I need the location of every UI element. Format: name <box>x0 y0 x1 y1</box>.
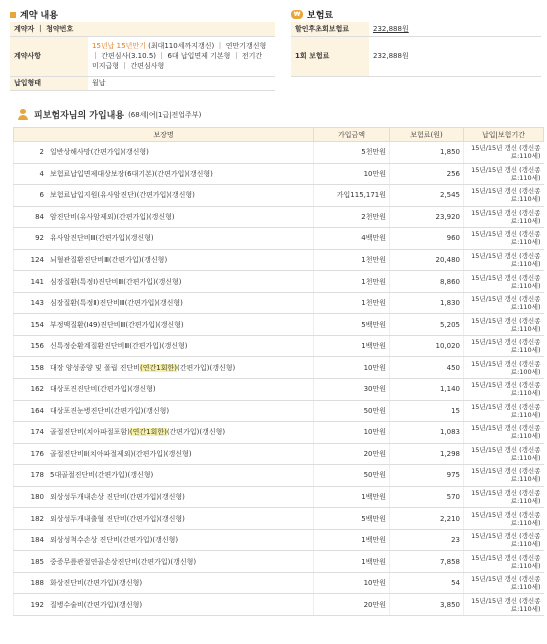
coverage-premium: 15 <box>390 400 464 422</box>
coverage-name: 심장질환(특정Ⅱ)진단비Ⅲ(간편가입)(갱신형) <box>50 299 183 308</box>
discount-premium-value <box>369 22 541 36</box>
coverage-number: 178 <box>30 471 44 480</box>
coverage-number: 2 <box>39 148 44 157</box>
coverage-name: 골절진단비Ⅱ(치아파절제외)(간편가입)(갱신형) <box>50 449 192 458</box>
coverage-period: 15년/15년 갱신 (갱신종료:110세) <box>464 292 544 314</box>
coverage-period: 15년/15년 갱신 (갱신종료:110세) <box>464 314 544 336</box>
coverage-amount: 가입115,171원 <box>314 185 390 207</box>
coverage-premium: 1,830 <box>390 292 464 314</box>
coverage-amount: 50만원 <box>314 465 390 487</box>
coverage-name-cell <box>14 572 314 594</box>
coverage-name-cell <box>14 228 314 250</box>
coverage-name: 질병수술비(간편가입)(갱신형) <box>50 600 143 609</box>
table-row <box>14 206 544 228</box>
coverage-number: 158 <box>30 363 44 372</box>
coverage-period: 15년/15년 갱신 (갱신종료:100세) <box>464 357 544 379</box>
coverage-name: 중증무릎관절연골손상진단비(간편가입)(갱신형) <box>50 557 197 566</box>
coverage-number: 154 <box>30 320 44 329</box>
coverage-amount: 50만원 <box>314 400 390 422</box>
coverage-number: 141 <box>30 277 44 286</box>
table-row <box>14 335 544 357</box>
table-row <box>14 400 544 422</box>
coverage-name-cell <box>14 508 314 530</box>
coverage-amount: 10만원 <box>314 422 390 444</box>
coverage-premium: 450 <box>390 357 464 379</box>
coverage-name-tail: (간편가입)(갱신형) <box>177 363 236 372</box>
table-row <box>14 249 544 271</box>
table-row <box>14 357 544 379</box>
coverage-premium: 5,205 <box>390 314 464 336</box>
coverage-amount: 1백만원 <box>314 335 390 357</box>
premium-title-text: 보험료 <box>307 11 334 21</box>
coverage-name: 골절진단비(치아파절포함) <box>50 428 130 437</box>
table-row <box>14 443 544 465</box>
coverage-name-cell <box>14 185 314 207</box>
contract-terms-text: (최대110세까지갱신) ｜ 연만기갱신형 ｜ 간편심사(3.10.5) ｜ 6대 납입면제 기본형 ｜ 전기간 미지급형 ｜ 간편심사형 <box>92 42 267 70</box>
coverage-premium: 23 <box>390 529 464 551</box>
coverage-premium: 3,850 <box>390 594 464 616</box>
coverage-period: 15년/15년 갱신 (갱신종료:110세) <box>464 142 544 164</box>
coverage-name: 외상성두개내출혈 진단비(간편가입)(갱신형) <box>50 514 185 523</box>
coverage-name-tail: (간편가입)(갱신형) <box>166 428 226 437</box>
coverage-number: 182 <box>30 514 44 523</box>
coverage-number: 176 <box>30 449 44 458</box>
coverage-name: 일반상해사망(간편가입)(갱신형) <box>50 148 149 157</box>
coverage-name-cell <box>14 551 314 573</box>
coverage-name-cell <box>14 142 314 164</box>
coverage-number: 192 <box>30 600 44 609</box>
coverage-number: 124 <box>30 256 44 264</box>
coverage-name-cell <box>14 400 314 422</box>
coverage-name-cell <box>14 206 314 228</box>
coverage-name-cell <box>14 357 314 379</box>
coverage-amount: 1천만원 <box>314 249 390 271</box>
coverage-amount: 1천만원 <box>314 292 390 314</box>
coverage-number: 180 <box>30 493 44 502</box>
table-row <box>14 594 544 616</box>
contract-table <box>10 22 275 91</box>
coverage-number: 174 <box>30 428 44 437</box>
coverage-period: 15년/15년 갱신 (갱신종료:110세) <box>464 400 544 422</box>
coverage-amount: 10만원 <box>314 357 390 379</box>
coverage-number: 185 <box>30 557 44 566</box>
coverage-period: 15년/15년 갱신 (갱신종료:110세) <box>464 228 544 250</box>
contract-row-key: 계약자 ｜ 청약번호 <box>10 22 275 36</box>
coverage-name-cell <box>14 249 314 271</box>
coverage-amount: 20만원 <box>314 594 390 616</box>
contract-row-key: 계약사항 <box>10 36 88 76</box>
table-row <box>14 185 544 207</box>
payment-type-value: 월납 <box>88 76 275 90</box>
coverage-amount: 1천만원 <box>314 271 390 293</box>
coverage-period: 15년/15년 갱신 (갱신종료:110세) <box>464 465 544 487</box>
coverage-premium: 20,480 <box>390 249 464 271</box>
contract-section-title <box>10 8 58 21</box>
coverage-period: 15년/15년 갱신 (갱신종료:110세) <box>464 163 544 185</box>
money-icon: ₩ <box>291 10 303 19</box>
coverage-name: 유사암진단비Ⅲ(간편가입)(갱신형) <box>50 234 154 243</box>
coverage-name: 뇌혈관질환진단비Ⅲ(간편가입)(갱신형) <box>50 256 168 264</box>
coverage-premium: 960 <box>390 228 464 250</box>
coverage-premium: 23,920 <box>390 206 464 228</box>
column-header: 보장명 <box>14 128 314 142</box>
coverage-number: 188 <box>30 579 44 588</box>
coverage-name-cell <box>14 271 314 293</box>
table-row <box>14 529 544 551</box>
coverage-premium: 975 <box>390 465 464 487</box>
coverage-name: 대장 양성종양 및 폴립 진단비 <box>50 363 141 372</box>
coverage-period: 15년/15년 갱신 (갱신종료:110세) <box>464 508 544 530</box>
column-header: 보험료(원) <box>390 128 464 142</box>
coverage-name: 보험료납입지원(유사암진단)(간편가입)(갱신형) <box>50 191 195 200</box>
coverage-period: 15년/15년 갱신 (갱신종료:110세) <box>464 422 544 444</box>
coverage-name: 대상포진진단비(간편가입)(갱신형) <box>50 385 156 394</box>
coverage-name-cell <box>14 292 314 314</box>
coverage-premium: 1,083 <box>390 422 464 444</box>
coverage-amount: 10만원 <box>314 572 390 594</box>
coverage-number: 6 <box>39 191 44 200</box>
coverage-name: 신특정순환계질환진단비Ⅲ(간편가입)(갱신형) <box>50 342 188 351</box>
table-row <box>14 572 544 594</box>
coverage-name-cell <box>14 486 314 508</box>
table-row <box>14 465 544 487</box>
coverage-premium: 1,850 <box>390 142 464 164</box>
coverage-subtitle: (68세|여|1급|전업주부) <box>128 110 202 119</box>
coverage-name-cell <box>14 465 314 487</box>
contract-terms-highlight: 15년납 15년만기 <box>92 42 146 50</box>
person-icon <box>18 109 28 120</box>
coverage-premium: 1,298 <box>390 443 464 465</box>
coverage-name: 심장질환(특정Ⅰ)진단비Ⅲ(간편가입)(갱신형) <box>50 277 182 286</box>
coverage-name-cell <box>14 335 314 357</box>
coverage-name: 부정맥질환(Ⅰ49)진단비Ⅲ(간편가입)(갱신형) <box>50 320 184 329</box>
premium-row-key: 1회 보험료 <box>291 36 369 76</box>
coverage-name-cell <box>14 443 314 465</box>
column-header: 납입|보험기간 <box>464 128 544 142</box>
coverage-amount: 1백만원 <box>314 529 390 551</box>
coverage-amount: 2천만원 <box>314 206 390 228</box>
coverage-name: 화상진단비(간편가입)(갱신형) <box>50 579 143 588</box>
coverage-amount: 1백만원 <box>314 486 390 508</box>
table-row <box>14 508 544 530</box>
coverage-period: 15년/15년 갱신 (갱신종료:110세) <box>464 271 544 293</box>
coverage-period: 15년/15년 갱신 (갱신종료:110세) <box>464 335 544 357</box>
coverage-number: 92 <box>35 234 44 243</box>
coverage-premium: 8,860 <box>390 271 464 293</box>
discount-premium-text: 232,888원 <box>373 24 409 33</box>
coverage-period: 15년/15년 갱신 (갱신종료:110세) <box>464 206 544 228</box>
contract-row-key: 납입형태 <box>10 76 88 90</box>
coverage-number: 184 <box>30 536 44 545</box>
coverage-name: 5대골절진단비(간편가입)(갱신형) <box>50 471 154 480</box>
table-row <box>14 379 544 401</box>
table-row <box>14 422 544 444</box>
coverage-number: 162 <box>30 385 44 394</box>
coverage-amount: 20만원 <box>314 443 390 465</box>
table-row <box>14 228 544 250</box>
coverage-period: 15년/15년 갱신 (갱신종료:110세) <box>464 379 544 401</box>
coverage-premium: 1,140 <box>390 379 464 401</box>
table-row <box>14 314 544 336</box>
column-header: 가입금액 <box>314 128 390 142</box>
coverage-name-cell <box>14 529 314 551</box>
coverage-name: 외상성두개내손상 진단비(간편가입)(갱신형) <box>50 493 185 502</box>
table-row <box>14 142 544 164</box>
coverage-premium: 570 <box>390 486 464 508</box>
coverage-amount: 5천만원 <box>314 142 390 164</box>
coverage-name-cell <box>14 594 314 616</box>
coverage-name-highlight: (연간1회한) <box>129 428 167 437</box>
coverage-period: 15년/15년 갱신 (갱신종료:110세) <box>464 594 544 616</box>
coverage-period: 15년/15년 갱신 (갱신종료:110세) <box>464 249 544 271</box>
contract-title-text: 계약 내용 <box>20 11 58 21</box>
coverage-amount: 5백만원 <box>314 508 390 530</box>
coverage-name: 보험료납입면제대상보장(6대기본)(간편가입)(갱신형) <box>50 169 213 178</box>
coverage-period: 15년/15년 갱신 (갱신종료:110세) <box>464 443 544 465</box>
coverage-premium: 7,858 <box>390 551 464 573</box>
coverage-amount: 10만원 <box>314 163 390 185</box>
coverage-premium: 2,210 <box>390 508 464 530</box>
table-row <box>14 271 544 293</box>
coverage-period: 15년/15년 갱신 (갱신종료:110세) <box>464 551 544 573</box>
coverage-period: 15년/15년 갱신 (갱신종료:110세) <box>464 572 544 594</box>
coverage-name: 대상포진눈병진단비(간편가입)(갱신형) <box>50 406 170 415</box>
table-row <box>14 551 544 573</box>
table-row <box>14 163 544 185</box>
coverage-number: 164 <box>30 406 44 415</box>
coverage-number: 84 <box>35 212 44 221</box>
coverage-rows <box>14 142 544 616</box>
table-row <box>14 292 544 314</box>
coverage-number: 143 <box>30 299 44 308</box>
coverage-period: 15년/15년 갱신 (갱신종료:110세) <box>464 486 544 508</box>
first-premium-value: 232,888원 <box>369 36 541 76</box>
square-bullet-icon <box>10 12 16 18</box>
coverage-number: 156 <box>30 342 44 351</box>
coverage-premium: 256 <box>390 163 464 185</box>
coverage-premium: 10,020 <box>390 335 464 357</box>
table-row <box>14 486 544 508</box>
coverage-period: 15년/15년 갱신 (갱신종료:110세) <box>464 529 544 551</box>
coverage-period: 15년/15년 갱신 (갱신종료:110세) <box>464 185 544 207</box>
coverage-amount: 5백만원 <box>314 314 390 336</box>
coverage-section-title <box>18 108 201 121</box>
coverage-table <box>13 127 544 616</box>
contract-terms-value <box>88 36 275 76</box>
coverage-premium: 54 <box>390 572 464 594</box>
coverage-title-text: 피보험자님의 가입내용 <box>34 111 125 121</box>
coverage-name-cell <box>14 163 314 185</box>
coverage-name-cell <box>14 314 314 336</box>
premium-row-key: 할인후초회보험료 <box>291 22 369 36</box>
coverage-number: 4 <box>39 169 44 178</box>
coverage-amount: 4백만원 <box>314 228 390 250</box>
coverage-name: 암진단비(유사암제외)(간편가입)(갱신형) <box>50 212 175 221</box>
coverage-name-highlight: (연간1회한) <box>140 363 178 372</box>
coverage-premium: 2,545 <box>390 185 464 207</box>
coverage-name: 외상성척수손상 진단비(간편가입)(갱신형) <box>50 536 179 545</box>
coverage-amount: 1백만원 <box>314 551 390 573</box>
coverage-amount: 30만원 <box>314 379 390 401</box>
premium-section-title <box>291 8 333 21</box>
coverage-name-cell <box>14 379 314 401</box>
coverage-name-cell <box>14 422 314 444</box>
premium-table <box>291 22 541 77</box>
